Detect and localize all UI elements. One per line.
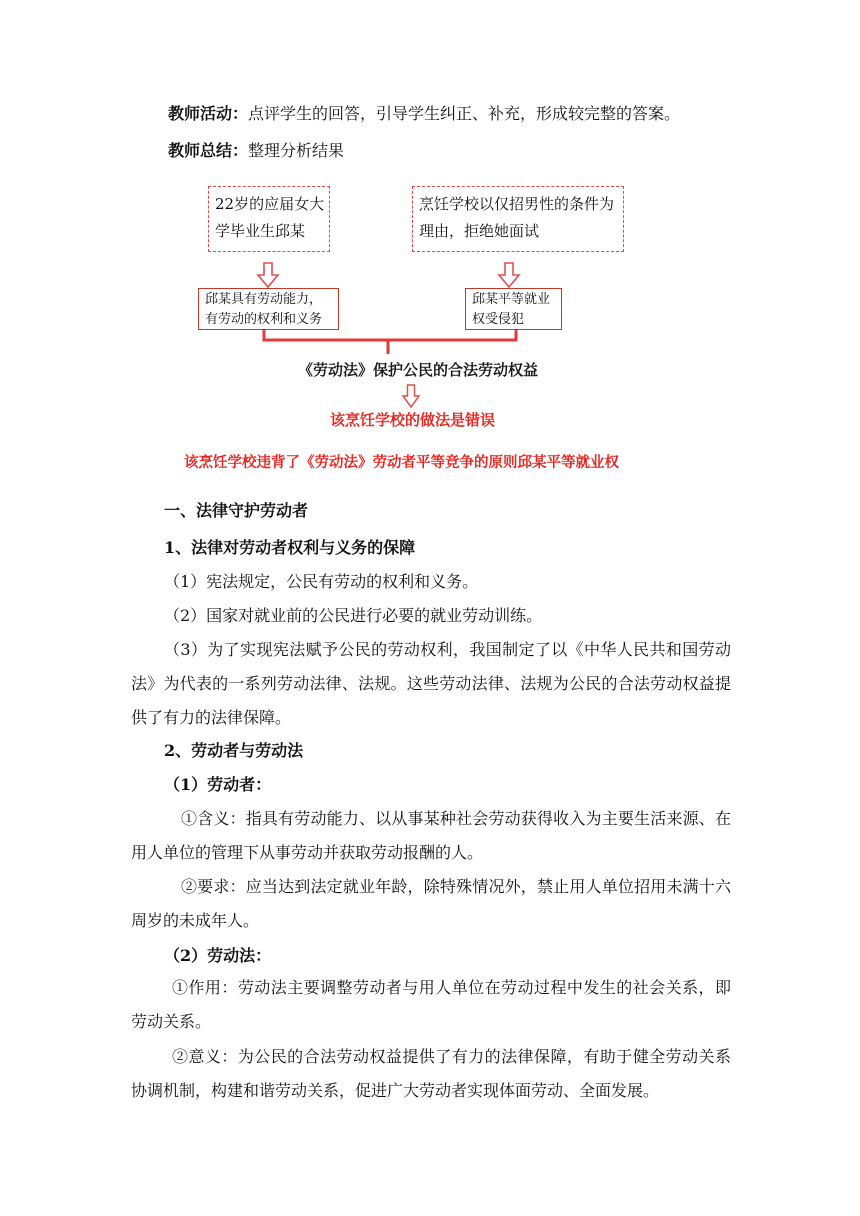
rights-violated-line1: 邱某平等就业	[472, 292, 551, 307]
case-school-box	[412, 186, 624, 252]
item-2: （2）国家对就业前的公民进行必要的就业劳动训练。	[164, 606, 543, 625]
analysis-diagram	[0, 0, 860, 480]
down-arrow-icon	[402, 384, 420, 408]
subsection-heading-2: 2、劳动者与劳动法	[164, 741, 304, 760]
ability-box	[198, 288, 339, 330]
down-arrow-icon	[498, 262, 520, 288]
case-school-line2: 理由，拒绝她面试	[419, 222, 540, 240]
down-arrow-icon	[257, 262, 279, 288]
worker-meaning-paragraph: ①含义：指具有劳动能力、以从事某种社会劳动获得收入为主要生活来源、在用人单位的管理下从事劳动并获取劳动报酬的人。	[131, 809, 731, 862]
diagram-footer-text: 该烹饪学校违背了《劳动法》劳动者平等竞争的原则邱某平等就业权	[184, 455, 619, 471]
labor-law-statement: 《劳动法》保护公民的合法劳动权益	[298, 361, 539, 379]
law-significance-paragraph: ②意义：为公民的合法劳动权益提供了有力的法律保障，有助于健全劳动关系协调机制，构建和谐劳动关系，促进广大劳动者实现体面劳动、全面发展。	[131, 1047, 731, 1100]
case-person-line2: 学毕业生邱某	[215, 222, 306, 240]
teacher-summary-text: 整理分析结果	[248, 141, 345, 160]
labor-law-heading: （2）劳动法：	[164, 946, 272, 965]
teacher-activity-text: 点评学生的回答，引导学生纠正、补充，形成较完整的答案。	[248, 104, 681, 123]
ability-line2: 有劳动的权利和义务	[205, 312, 323, 327]
section-heading: 一、法律守护劳动者	[164, 501, 309, 520]
ability-line1: 邱某具有劳动能力，	[205, 292, 323, 307]
bracket-connector	[262, 330, 518, 356]
worker-heading: （1）劳动者：	[164, 775, 272, 794]
subsection-heading-1: 1、法律对劳动者权利与义务的保障	[164, 538, 416, 557]
rights-violated-box	[465, 288, 562, 330]
teacher-summary-label: 教师总结：	[168, 141, 249, 160]
item-3-paragraph: （3）为了实现宪法赋予公民的劳动权利，我国制定了以《中华人民共和国劳动法》为代表的一系列劳动法律、法规。这些劳动法律、法规为公民的合法劳动权益提供了有力的法律保障。	[131, 640, 731, 727]
rights-violated-line2: 权受侵犯	[472, 312, 525, 327]
law-function-paragraph: ①作用：劳动法主要调整劳动者与用人单位在劳动过程中发生的社会关系，即劳动关系。	[131, 978, 731, 1031]
case-school-line1: 烹饪学校以仅招男性的条件为	[419, 195, 615, 213]
item-1: （1）宪法规定，公民有劳动的权利和义务。	[164, 572, 479, 591]
teacher-activity-label: 教师活动：	[168, 104, 249, 123]
case-person-box	[208, 186, 330, 252]
case-person-line1: 22岁的应届女大	[215, 195, 325, 213]
worker-requirement-paragraph: ②要求：应当达到法定就业年龄，除特殊情况外，禁止用人单位招用未满十六周岁的未成年人。	[131, 877, 731, 930]
conclusion-text: 该烹饪学校的做法是错误	[330, 411, 496, 429]
